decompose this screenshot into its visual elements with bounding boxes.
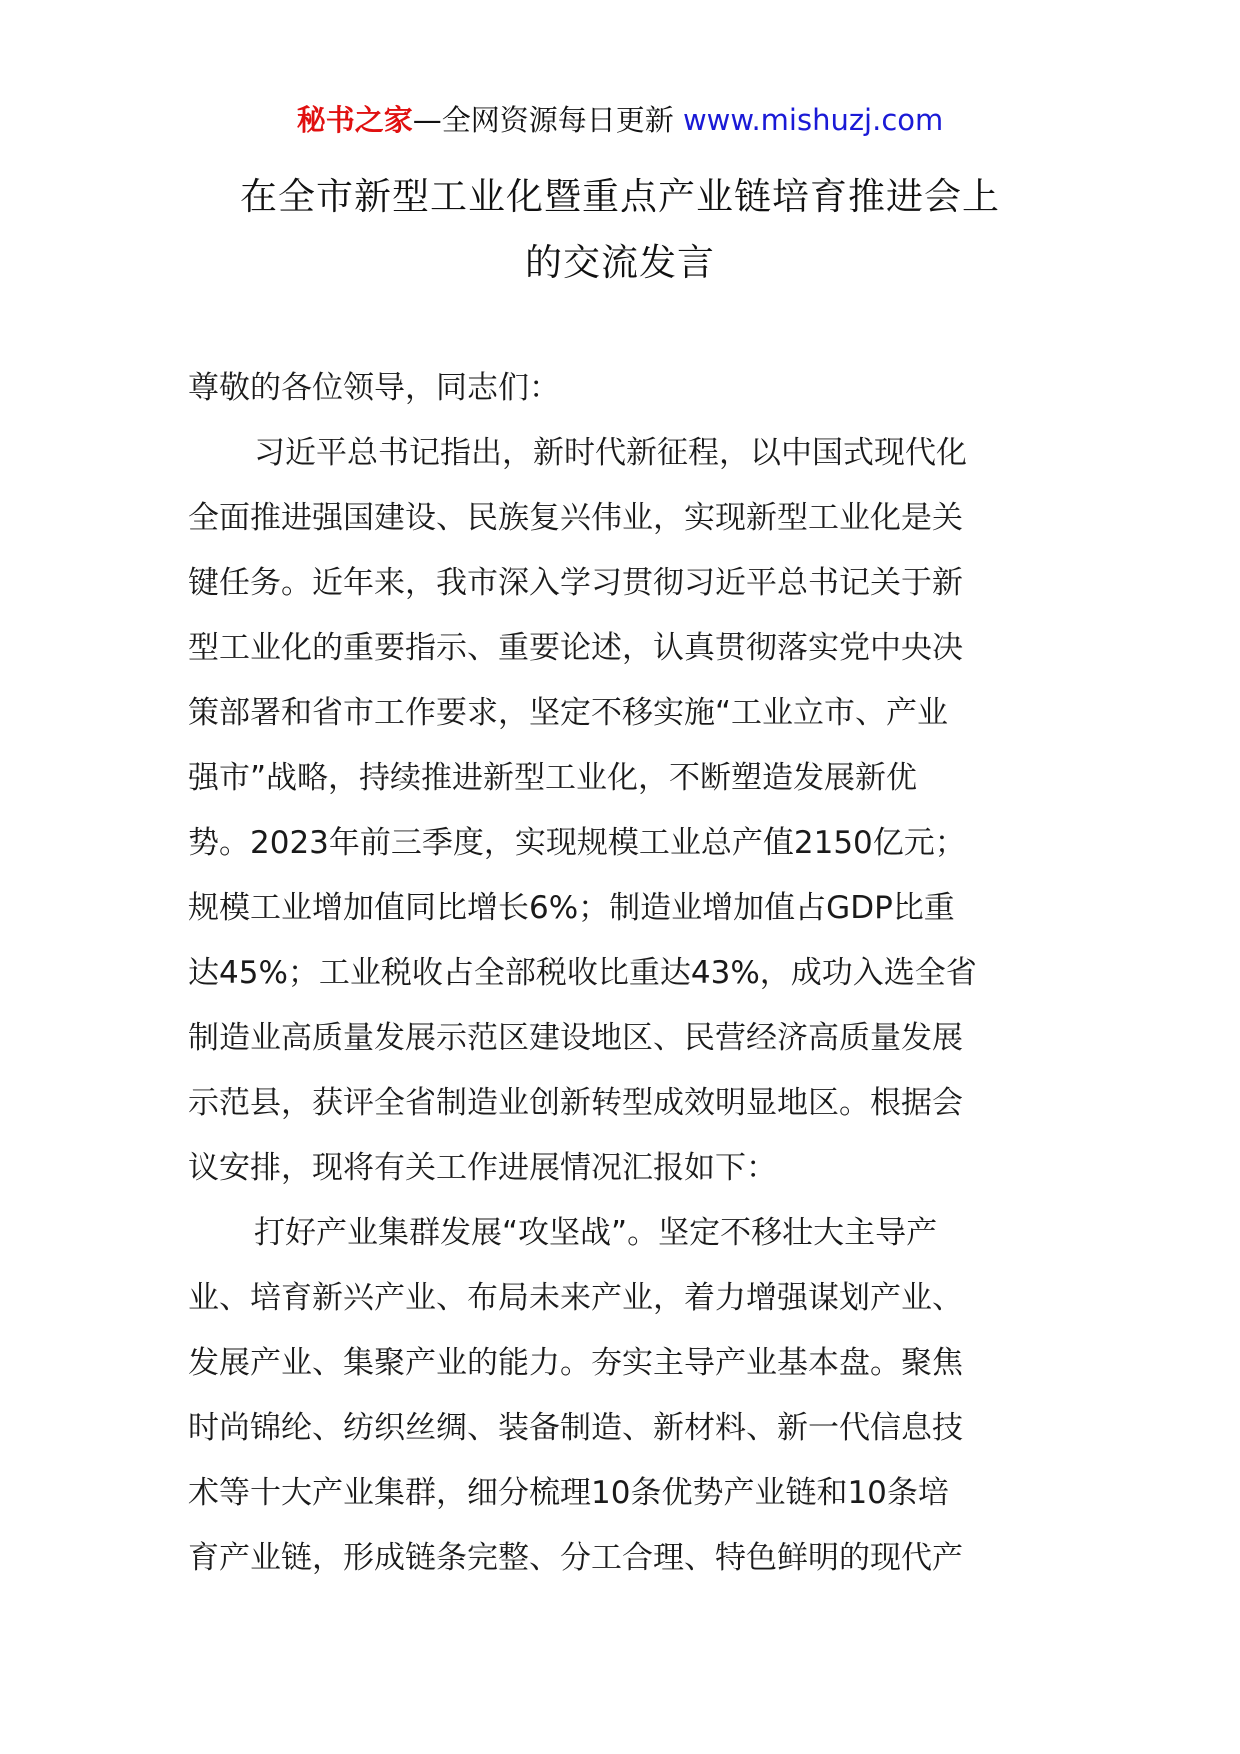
title-line-2: 的交流发言 xyxy=(525,241,715,284)
site-header xyxy=(0,100,1240,140)
paragraph-line: 规模工业增加值同比增长6%；制造业增加值占GDP比重 xyxy=(188,890,955,926)
paragraph-line: 全面推进强国建设、民族复兴伟业，实现新型工业化是关 xyxy=(188,500,963,536)
paragraph-line: 达45%；工业税收占全部税收比重达43%，成功入选全省 xyxy=(188,955,977,991)
site-name: 秘书之家 xyxy=(296,103,413,137)
site-tagline: —全网资源每日更新 xyxy=(412,103,683,137)
paragraph-line: 习近平总书记指出，新时代新征程，以中国式现代化 xyxy=(254,435,967,471)
paragraph-line: 议安排，现将有关工作进展情况汇报如下： xyxy=(188,1150,777,1186)
paragraph-line: 示范县，获评全省制造业创新转型成效明显地区。根据会 xyxy=(188,1085,963,1121)
paragraph-line: 业、培育新兴产业、布局未来产业，着力增强谋划产业、 xyxy=(188,1280,963,1316)
paragraph-line: 键任务。近年来，我市深入学习贯彻习近平总书记关于新 xyxy=(188,565,963,601)
document-title xyxy=(130,164,1110,296)
document-body xyxy=(188,356,1058,1591)
paragraph-line: 强市”战略，持续推进新型工业化，不断塑造发展新优 xyxy=(188,760,918,796)
site-url-link[interactable]: www.mishuzj.com xyxy=(682,103,944,137)
title-line-1: 在全市新型工业化暨重点产业链培育推进会上 xyxy=(240,175,1000,218)
paragraph-line: 术等十大产业集群，细分梳理10条优势产业链和10条培 xyxy=(188,1475,949,1511)
paragraph-line: 发展产业、集聚产业的能力。夯实主导产业基本盘。聚焦 xyxy=(188,1345,963,1381)
paragraph-line: 策部署和省市工作要求，坚定不移实施“工业立市、产业 xyxy=(188,695,949,731)
paragraph-line: 育产业链，形成链条完整、分工合理、特色鲜明的现代产 xyxy=(188,1540,963,1576)
paragraph-line: 时尚锦纶、纺织丝绸、装备制造、新材料、新一代信息技 xyxy=(188,1410,963,1446)
paragraph-line: 势。2023年前三季度，实现规模工业总产值2150亿元； xyxy=(188,825,966,861)
salutation: 尊敬的各位领导，同志们： xyxy=(188,370,560,406)
paragraph-line: 打好产业集群发展“攻坚战”。坚定不移壮大主导产 xyxy=(254,1215,938,1251)
paragraph-line: 制造业高质量发展示范区建设地区、民营经济高质量发展 xyxy=(188,1020,963,1056)
paragraph-line: 型工业化的重要指示、重要论述，认真贯彻落实党中央决 xyxy=(188,630,963,666)
